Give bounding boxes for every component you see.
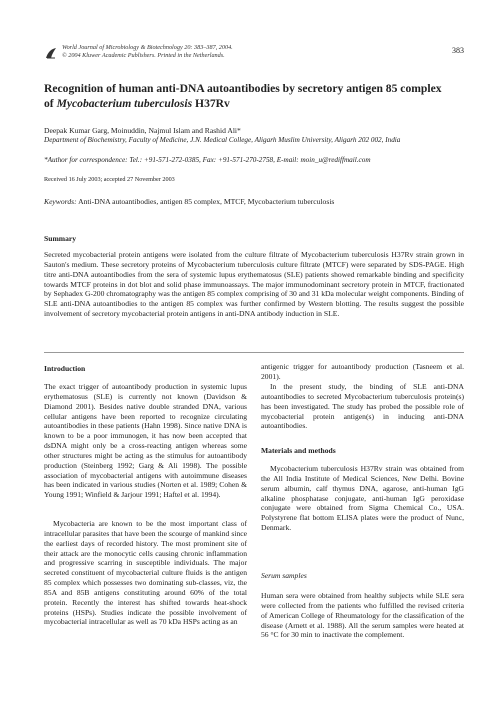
journal-header — [44, 44, 464, 66]
introduction-paragraph-1: The exact trigger of autoantibody production in systemic lupus erythematosus (SLE) is currently not known (Davidson & Diamond 2001). Besides native double stranded DNA, various cellular antigens have been reported to recognize circulating autoantibodies in these patients (Hahn 1998). Since native DNA is known to be a poor immunogen, it has now been accepted that dsDNA might only be a cross-reacting antigen whereas some other structures might be acting as the stimulus for autoantibody production (Steinberg 1992; Garg & Ali 1998). The possible association of mycobacterial antigens with autoimmune diseases has been indicated in various studies (Norten et al. 1989; Cohen & Young 1991; Winfield & Jarjour 1991; Haftel et al. 1994). — [44, 382, 247, 500]
methods-heading: Materials and methods — [261, 446, 336, 455]
journal-line-2: © 2004 Kluwer Academic Publishers. Printed in the Netherlands. — [62, 51, 225, 59]
section-divider — [44, 352, 464, 353]
journal-citation — [62, 44, 233, 60]
received-dates: Received 16 July 2003; accepted 27 November 2003 — [44, 176, 175, 183]
methods-paragraph-1: Mycobacterium tuberculosis H37Rv strain was obtained from the All India Institute of Medical Sciences, New Delhi. Bovine serum albumin, calf thymus DNA, agarose, anti-human IgG alkaline phosphatase conjugate, anti-human IgG peroxidase conjugate were obtained from Sigma Chemical Co., USA. Polystyrene flat bottom ELISA plates were the product of Nunc, Denmark. — [261, 464, 464, 533]
journal-line-1: World Journal of Microbiology & Biotechnology 20: 383–387, 2004. — [62, 44, 233, 51]
author-list: Deepak Kumar Garg, Moinuddin, Najmul Islam and Rashid Ali* — [44, 126, 241, 135]
title-line-2-strain: H37Rv — [192, 96, 230, 110]
correspondence-note: *Author for correspondence: Tel.: +91-571-272-0385, Fax: +91-571-270-2758, E-mail: moin_u@rediffmail.com — [44, 156, 371, 164]
methods-paragraph-2: Human sera were obtained from healthy subjects while SLE sera were collected from the patients who fulfilled the revised criteria of American College of Rheumatology for the classification of the disease (Arnett et al. 1988). All the serum samples were heated at 56 °C for 30 min to inactivate the complement. — [261, 591, 464, 640]
keywords-text: Anti-DNA autoantibodies, antigen 85 complex, MTCF, Mycobacterium tuberculosis — [78, 197, 335, 206]
introduction-paragraph-3: antigenic trigger for autoantibody production (Tasneem et al. 2001). — [261, 362, 464, 381]
serum-samples-subheading: Serum samples — [261, 571, 307, 580]
title-line-1: Recognition of human anti-DNA autoantibodies by secretory antigen 85 complex — [44, 82, 442, 95]
introduction-paragraph-4: In the present study, the binding of SLE anti-DNA autoantibodies to secreted Mycobacterium tuberculosis protein(s) has been investigated. The study has probed the possible role of mycobacterial protein antigen(s) in inducing anti-DNA autoantibodies. — [261, 382, 464, 431]
introduction-paragraph-2: Mycobacteria are known to be the most important class of intracellular parasites that have been the scourge of mankind since the earliest days of recorded history. The most prominent site of their attack are the monocytic cells causing chronic inflammation and progressive scarring in susceptible individuals. The major secreted constituent of mycobacterial culture fluids is the antigen 85 complex which possesses two dominating sub-classes, viz, the 85A and 85B antigens constituting around 60% of the total protein. Recently the interest has shifted towards heat-shock proteins (HSPs). Studies indicate the possible involvement of mycobacterial intracellular as well as 70 kDa HSPs acting as an — [44, 519, 247, 627]
title-line-2-prefix: of — [44, 96, 57, 110]
summary-text: Secreted mycobacterial protein antigens were isolated from the culture filtrate of Mycobacterium tuberculosis H37Rv strain grown in Sauton's medium. These secretory proteins of Mycobacterium tuberculosis culture filtrate (MTCF) were separated by SDS-PAGE. High titre anti-DNA autoantibodies from the sera of systemic lupus erythematosus (SLE) patients showed remarkable binding and specificity towards MTCF proteins in dot blot and solid phase immunoassays. The major immunodominant secretory protein in MTCF, fractionated by Sephadex G-200 chromatography was the antigen 85 complex comprising of 30 and 31 kDa molecular weight components. Binding of SLE anti-DNA autoantibodies to the antigen 85 complex was further confirmed by Western blotting. The results suggest the possible involvement of secretory mycobacterial protein antigens in anti-DNA antibody induction in SLE. — [44, 250, 464, 319]
introduction-heading: Introduction — [44, 364, 86, 373]
summary-heading: Summary — [44, 234, 77, 243]
keywords — [44, 197, 464, 206]
title-line-2-organism: Mycobacterium tuberculosis — [56, 96, 193, 110]
author-affiliation: Department of Biochemistry, Faculty of Medicine, J.N. Medical College, Aligarh Muslim University, Aligarh 202 002, India — [44, 136, 401, 144]
keywords-label: Keywords: — [44, 197, 77, 206]
page-number: 383 — [452, 46, 464, 55]
publisher-logo-icon — [44, 46, 58, 60]
article-title — [44, 82, 464, 111]
title-line-2 — [44, 97, 464, 112]
